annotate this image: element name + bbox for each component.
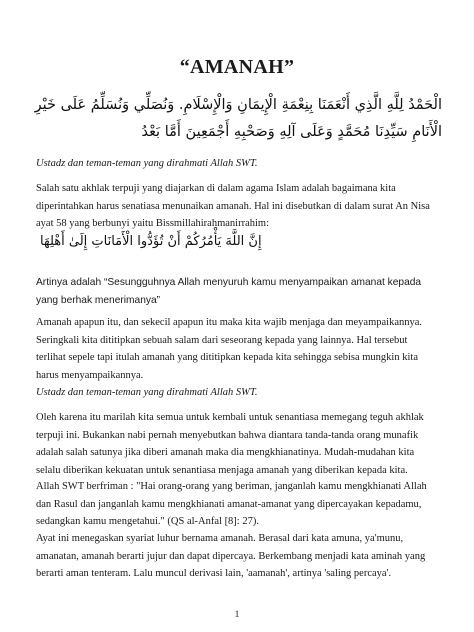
page-number: 1 — [234, 610, 240, 620]
paragraph-5: Ayat ini menegaskan syariat luhur bernama amanah. Berasal dari kata amuna, ya'munu, amanatan, amanah berarti jujur dan dapat dipercaya. Berkembang menjadi kata aminah yang berarti aman tenteram. Lalu muncul derivasi lain, 'aamanah', artinya 'saling percaya'. — [36, 533, 426, 580]
arabic-verse: إِنَّ اللَّهَ يَأْمُرُكُمْ أَنْ تُؤَدُّوا الْأَمَانَاتِ إِلَىٰ أَهْلِهَا — [40, 234, 262, 249]
greeting-paragraph-1: Ustadz dan teman-teman yang dirahmati Allah SWT. — [36, 158, 258, 169]
greeting-paragraph-2: Ustadz dan teman-teman yang dirahmati Allah SWT. — [36, 387, 258, 398]
paragraph-4: Allah SWT berfriman : "Hai orang-orang yang beriman, janganlah kamu mengkhianati Allah dan Rasul dan janganlah kamu mengkhianati amanat-amanat yang dipercayakan kepadamu, sedangkan kamu mengetahui." (QS al-Anfal [8]: 27). — [36, 481, 427, 528]
paragraph-1: Salah satu akhlak terpuji yang diajarkan di dalam agama Islam adalah bagaimana kita diperintahkan harus senatiasa menunaikan amanah. Hal ini disebutkan di dalam surat An Nisa ayat 58 yang berbunyi yaitu Bissmillahirahmanirrahim: — [36, 183, 430, 230]
paragraph-3: Oleh karena itu marilah kita semua untuk kembali untuk senantiasa memegang teguh akhlak terpuji ini. Bukankan nabi pernah menyebutkan bahwa diantara tanda-tanda orang munafik adalah salah satunya jika diberi amanah maka dia mengkhianatinya. Mudah-mudahan kita selalu diberikan kekuatan untuk senantiasa menjaga amanah yang diberikan kepada kita. — [36, 412, 424, 476]
paragraph-2: Amanah apapun itu, dan sekecil apapun itu maka kita wajib menjaga dan meyampaikannya. Seringkali kita dititipkan sebuah salam dari seseorang kepada yang lainnya. Hal tersebut terlihat sepele tapi itulah amanah yang dititipkan kepada kita sehingga sebisa mungkin kita harus menyampaikannya. — [36, 317, 423, 381]
document-title: “AMANAH” — [179, 56, 295, 78]
translation-paragraph: Artinya adalah “Sesungguhnya Allah menyuruh kamu menyampaikan amanat kepada yang berhak menerimanya” — [36, 277, 422, 306]
arabic-opening-prayer: الْحَمْدُ لِلَّهِ الَّذِي أَنْعَمَنَا بِنِعْمَةِ الْإِيمَانِ وَالْإِسْلَامِ. وَنُصَلِّي وَنُسَلِّمُ عَلَى خَيْرِ الْأَنَامِ سَيِّدِنَا مُحَمَّدٍ وَعَلَى آلِهِ وَصَحْبِهِ أَجْمَعِينَ أَمَّا بَعْدُ — [34, 97, 442, 140]
